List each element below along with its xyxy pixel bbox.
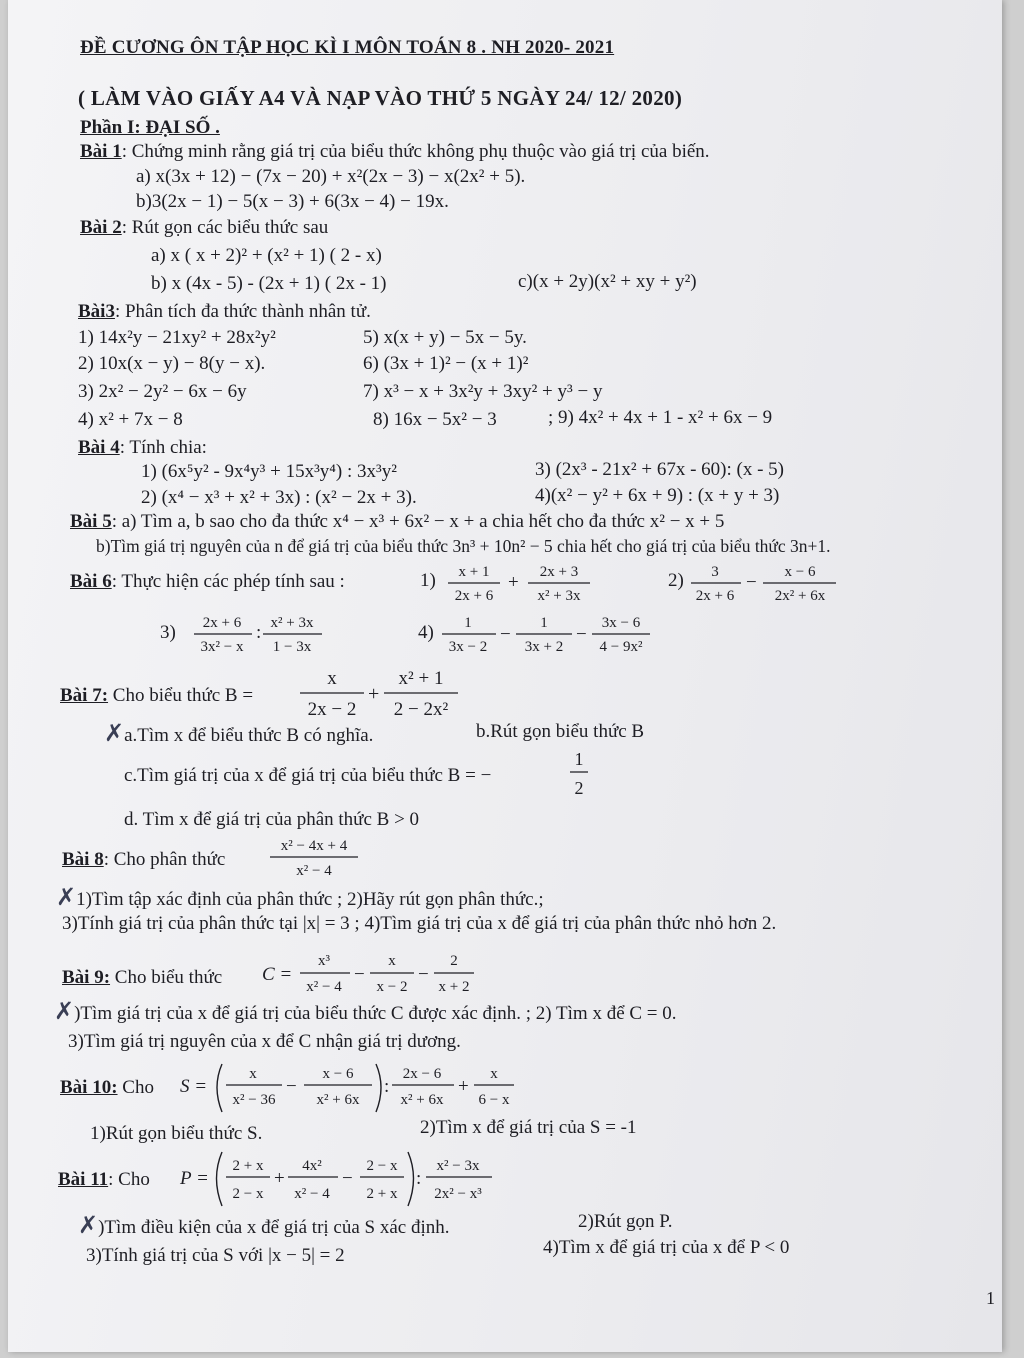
bai1-a: a) x(3x + 12) − (7x − 20) + x²(2x − 3) − x(2x² + 5). xyxy=(136,166,526,187)
bai4-item-4: 4)(x² − y² + 6x + 9) : (x + y + 3) xyxy=(535,485,780,506)
bai7-heading: Bài 7: Cho biểu thức B = xyxy=(60,685,254,706)
frac-num: 2 + x xyxy=(232,1158,264,1174)
op: + xyxy=(508,572,519,593)
bai3-item-1: 1) 14x²y − 21xy² + 28x²y² xyxy=(78,327,276,348)
paren-right xyxy=(376,1064,381,1112)
frac-num: 1 xyxy=(464,615,472,631)
frac-den: 2 − 2x² xyxy=(393,699,449,720)
bai6-p1: 1) xyxy=(420,570,436,591)
frac-den: 3x + 2 xyxy=(524,639,564,655)
bai11-line-3: 3)Tính giá trị của S với |x − 5| = 2 xyxy=(86,1245,345,1266)
bai3-item-9: ; 9) 4x² + 4x + 1 - x² + 6x − 9 xyxy=(548,407,773,428)
bai3-item-2: 2) 10x(x − y) − 8(y − x). xyxy=(78,353,266,374)
paren-right xyxy=(408,1152,414,1206)
frac-den: 2 xyxy=(574,778,584,798)
bai2-b: b) x (4x - 5) - (2x + 1) ( 2x - 1) xyxy=(151,273,387,294)
op: − xyxy=(354,964,365,985)
bai7-d: d. Tìm x để giá trị của phân thức B > 0 xyxy=(124,809,420,830)
bai2-c: c)(x + 2y)(x² + xy + y²) xyxy=(518,271,697,292)
s-eq: S = xyxy=(180,1076,208,1097)
bai9-line-2: 3)Tìm giá trị nguyên của x để C nhận giá trị dương. xyxy=(68,1031,461,1052)
section-heading: Phần I: ĐẠI SỐ . xyxy=(80,117,220,138)
c-eq: C = xyxy=(262,964,293,985)
frac-den: x² − 4 xyxy=(306,979,342,995)
frac-num: 1 xyxy=(574,749,584,769)
bai4-item-3: 3) (2x³ - 21x² + 67x - 60): (x - 5) xyxy=(535,459,785,480)
frac-num: x² − 3x xyxy=(436,1158,480,1174)
bai3-heading: Bài3: Phân tích đa thức thành nhân tử. xyxy=(78,301,371,322)
frac-den: 2x + 6 xyxy=(695,588,735,604)
frac-num: 2x + 3 xyxy=(539,564,579,580)
op: + xyxy=(274,1168,285,1189)
bai7-b: b.Rút gọn biểu thức B xyxy=(476,721,645,742)
frac-num: 4x² xyxy=(302,1158,322,1174)
bai3-item-5: 5) x(x + y) − 5x − 5y. xyxy=(363,327,527,348)
frac-num: x² + 1 xyxy=(398,668,444,689)
frac-num: 2 xyxy=(450,953,458,969)
frac-den: x² − 4 xyxy=(294,1186,330,1202)
bai3-item-3: 3) 2x² − 2y² − 6x − 6y xyxy=(78,381,247,402)
bai6-heading: Bài 6: Thực hiện các phép tính sau : xyxy=(70,571,345,592)
frac-den: x² − 4 xyxy=(296,863,332,879)
op: − xyxy=(746,572,757,593)
frac-num: x³ xyxy=(318,953,330,969)
frac-num: x xyxy=(490,1066,498,1082)
frac-num: 2x + 6 xyxy=(202,615,242,631)
frac-num: x xyxy=(249,1066,257,1082)
p-eq: P = xyxy=(180,1168,209,1189)
frac-num: x² − 4x + 4 xyxy=(280,838,348,854)
frac-num: x − 6 xyxy=(322,1066,354,1082)
worksheet-page xyxy=(8,0,1002,1352)
handwritten-mark-icon: ✗ xyxy=(56,885,77,911)
bai3-item-7: 7) x³ − x + 3x²y + 3xy² + y³ − y xyxy=(363,381,603,402)
op: − xyxy=(418,964,429,985)
frac-den: x − 2 xyxy=(376,979,408,995)
bai2-a: a) x ( x + 2)² + (x² + 1) ( 2 - x) xyxy=(151,245,382,266)
frac-num: x xyxy=(327,668,337,689)
frac-num: x xyxy=(388,953,396,969)
bai8-line-1: ✗1)Tìm tập xác định của phân thức ; 2)Hãy rút gọn phân thức.; xyxy=(56,885,544,911)
frac-den: x² + 3x xyxy=(537,588,581,604)
frac-num: 1 xyxy=(540,615,548,631)
frac-den: 4 − 9x² xyxy=(599,639,643,655)
bai9-line-1: ✗)Tìm giá trị của x để giá trị của biểu thức C được xác định. ; 2) Tìm x để C = 0. xyxy=(54,999,677,1025)
op: − xyxy=(576,624,587,645)
bai11-line-4: 4)Tìm x để giá trị của x để P < 0 xyxy=(543,1237,790,1258)
submission-note: ( LÀM VÀO GIẤY A4 VÀ NẠP VÀO THỨ 5 NGÀY 24/ 12/ 2020) xyxy=(78,86,683,110)
frac-den: 2 − x xyxy=(232,1186,264,1202)
bai11-heading: Bài 11: Cho xyxy=(58,1169,150,1190)
frac-den: 2x² − x³ xyxy=(434,1186,482,1202)
frac-num: 2x − 6 xyxy=(402,1066,442,1082)
op: + xyxy=(368,683,380,705)
bai5-a: Bài 5: a) Tìm a, b sao cho đa thức x⁴ − x³ + 6x² − x + a chia hết cho đa thức x² − x + 5 xyxy=(70,511,725,532)
handwritten-mark-icon: ✗ xyxy=(104,721,125,747)
bai10-heading: Bài 10: Cho xyxy=(60,1077,154,1098)
bai10-line-2: 2)Tìm x để giá trị của S = -1 xyxy=(420,1117,637,1138)
frac-den: 3x² − x xyxy=(200,639,244,655)
frac-num: 2 − x xyxy=(366,1158,398,1174)
bai3-item-4: 4) x² + 7x − 8 xyxy=(78,409,183,430)
bai6-p4: 4) xyxy=(418,622,434,643)
handwritten-mark-icon: ✗ xyxy=(54,999,75,1025)
frac-num: 3x − 6 xyxy=(601,615,641,631)
bai1-heading: Bài 1: Chứng minh rằng giá trị của biểu thức không phụ thuộc vào giá trị của biến. xyxy=(80,141,710,162)
bai6-p3: 3) xyxy=(160,622,176,643)
bai6-p2: 2) xyxy=(668,570,684,591)
math-overlay xyxy=(8,0,1002,1352)
op: − xyxy=(286,1076,297,1097)
op: + xyxy=(458,1076,469,1097)
bai3-item-6: 6) (3x + 1)² − (x + 1)² xyxy=(363,353,529,374)
frac-den: x² + 6x xyxy=(400,1092,444,1108)
op: : xyxy=(416,1168,422,1189)
bai11-line-1: ✗)Tìm điều kiện của x để giá trị của S xác định. xyxy=(78,1213,450,1239)
handwritten-mark-icon: ✗ xyxy=(78,1213,99,1239)
frac-den: 3x − 2 xyxy=(448,639,488,655)
op: : xyxy=(256,622,262,643)
op: : xyxy=(384,1076,390,1097)
frac-den: x² + 6x xyxy=(316,1092,360,1108)
bai2-heading: Bài 2: Rút gọn các biểu thức sau xyxy=(80,217,329,238)
document-title: ĐỀ CƯƠNG ÔN TẬP HỌC KÌ I MÔN TOÁN 8 . NH 2020- 2021 xyxy=(80,37,615,58)
frac-num: x − 6 xyxy=(784,564,816,580)
bai8-heading: Bài 8: Cho phân thức xyxy=(62,849,226,870)
op: − xyxy=(342,1168,353,1189)
frac-den: 2x − 2 xyxy=(307,699,357,720)
bai10-line-1: 1)Rút gọn biểu thức S. xyxy=(90,1123,263,1144)
bai4-item-1: 1) (6x⁵y² - 9x⁴y³ + 15x³y⁴) : 3x³y² xyxy=(141,461,397,482)
frac-num: x² + 3x xyxy=(270,615,314,631)
frac-den: 2 + x xyxy=(366,1186,398,1202)
bai8-line-2: 3)Tính giá trị của phân thức tại |x| = 3 ; 4)Tìm giá trị của x để giá trị của phân thức nhỏ hơn 2. xyxy=(62,913,777,934)
frac-den: 1 − 3x xyxy=(272,639,312,655)
paren-left xyxy=(217,1152,223,1206)
bai7-c: c.Tìm giá trị của x để giá trị của biểu thức B = − xyxy=(124,765,492,786)
page-number: 1 xyxy=(986,1288,995,1308)
bai4-item-2: 2) (x⁴ − x³ + x² + 3x) : (x² − 2x + 3). xyxy=(141,487,417,508)
frac-den: x + 2 xyxy=(438,979,470,995)
bai7-a: ✗a.Tìm x để biểu thức B có nghĩa. xyxy=(104,721,374,747)
bai4-heading: Bài 4: Tính chia: xyxy=(78,437,207,458)
frac-den: 6 − x xyxy=(478,1092,510,1108)
bai5-b: b)Tìm giá trị nguyên của n để giá trị của biểu thức 3n³ + 10n² − 5 chia hết cho giá trị của biểu thức 3n+1. xyxy=(96,536,831,556)
bai9-heading: Bài 9: Cho biểu thức xyxy=(62,967,223,988)
frac-num: 3 xyxy=(711,564,719,580)
frac-den: 2x² + 6x xyxy=(774,588,826,604)
op: − xyxy=(500,624,511,645)
frac-den: 2x + 6 xyxy=(454,588,494,604)
bai11-line-2: 2)Rút gọn P. xyxy=(578,1211,673,1232)
frac-den: x² − 36 xyxy=(232,1092,276,1108)
bai1-b: b)3(2x − 1) − 5(x − 3) + 6(3x − 4) − 19x. xyxy=(136,191,449,212)
frac-num: x + 1 xyxy=(458,564,490,580)
bai3-item-8: 8) 16x − 5x² − 3 xyxy=(373,409,497,430)
paren-left xyxy=(217,1064,222,1112)
